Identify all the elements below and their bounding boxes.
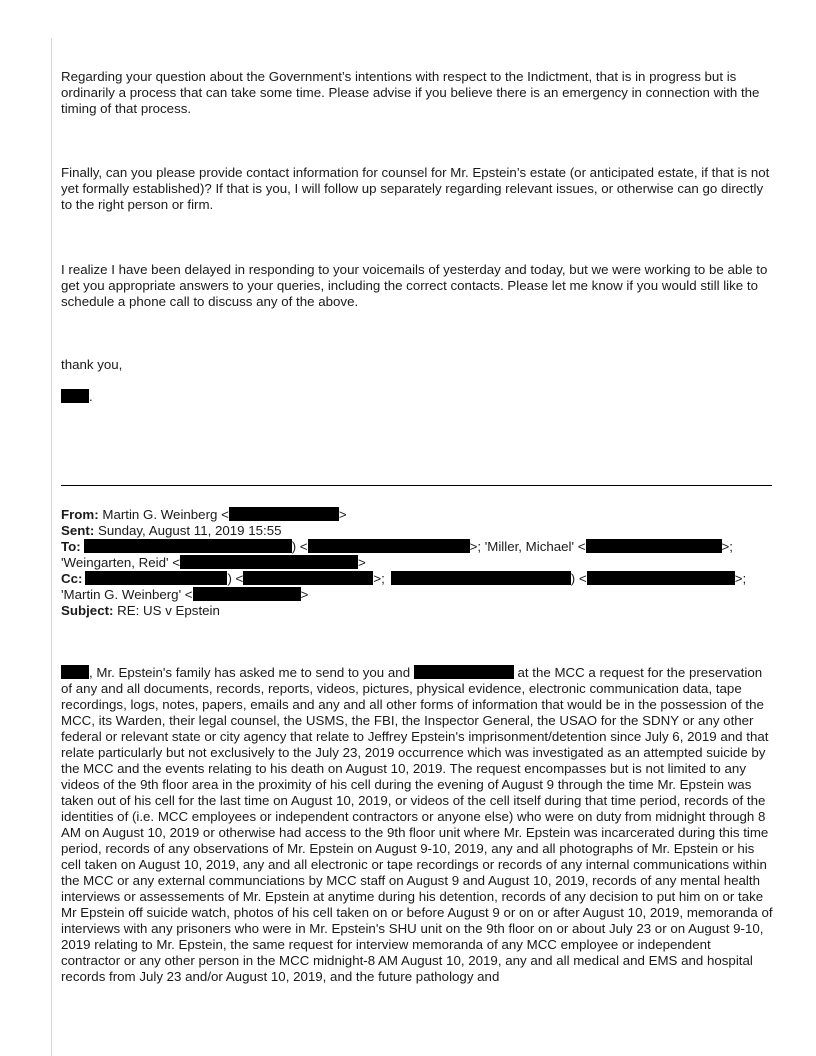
cc-separator-2: >; xyxy=(373,571,385,586)
from-close: > xyxy=(338,507,347,522)
redaction-block xyxy=(587,571,735,585)
paragraph-estate-counsel: Finally, can you please provide contact information for counsel for Mr. Epstein’s estate (or anticipated estate, if that is not yet formally established)? If that is you, I will follow up separately regarding relevant issues, or otherwise can go directly to the right person or firm. xyxy=(61,165,770,212)
to-recipient-miller: >; 'Miller, Michael' < xyxy=(469,539,586,554)
redaction-block xyxy=(61,389,89,403)
cc-label: Cc: xyxy=(61,571,83,586)
sent-row xyxy=(61,523,282,539)
to-line2-end: > xyxy=(358,555,366,570)
redaction-block xyxy=(586,539,722,553)
paragraph-indictment: Regarding your question about the Government’s intentions with respect to the Indictment, that is in progress but is ordinarily a process that can take some time. Please advise if you believe there is an emergency in connection with the timing of that process. xyxy=(61,69,760,116)
signature-line xyxy=(61,389,773,405)
subject-label: Subject: xyxy=(61,603,114,618)
redaction-block xyxy=(308,539,470,553)
to-separator: ) < xyxy=(291,539,308,554)
body-main: preservation of any and all documents, records, reports, videos, pictures, physical evidence, electronic communication data, tape recordings, logs, notes, papers, emails and any and all other forms of information that would be in the possession of the MCC, its Warden, their legal counsel, the USMS, the FBI, the Inspector General, the USAO for the SDNY or any other federal or relevant state or city agency that relate to Jeffrey Epstein's imprisonment/detention since July 6, 2019 and that relate particularly but not exclusively to the July 23, 2019 occurrence which was investigated as an attempted suicide by the MCC and the events relating to his death on August 10, 2019. The request encompasses but is not limited to any videos of the 9th floor area in the proximity of his cell during the evening of August 9 through the time Mr. Epstein was taken out of his cell for the last time on August 10, 2019, or videos of the cell itself during that time period, records of the identities of (i.e. MCC employees or independent contractors or anyone else) who were on duty from midnight through 8 AM on August 10, 2019 or otherwise had access to the 9th floor unit where Mr. Epstein was incarcerated during this time period, records of any observations of Mr. Epstein on August 9-10, 2019, any and all photographs of Mr. Epstein or his cell taken on August 10, 2019, any and all electronic or tape recordings or records of any internal communications within the MCC or any external communciations by MCC staff on August 9 and August 10, 2019, records of any mental health interviews or assessements of Mr. Epstein at anytime during his detention, records of any decision to put him on or take Mr Epstein off suicide watch, photos of his cell taken on or before August 9 or on or after August 10, 2019, memoranda of interviews with any prisoners who were in Mr. Epstein's SHU unit on the 9th floor on or about July 23 or on August 9-10, 2019 relating to Mr. Epstein, the same request for interview memoranda of any MCC employee or independent contractor or any other person in the MCC midnight-8 AM August 10, 2019, any and all medical and EMS and hospital records from July 23 and/or August 10, 2019, and the future pathology and xyxy=(61,665,773,984)
from-name: Martin G. Weinberg < xyxy=(98,507,229,522)
cc-end: >; xyxy=(734,571,747,586)
redaction-block xyxy=(85,571,227,585)
email-header xyxy=(61,507,773,619)
email-body xyxy=(61,665,773,985)
cc-separator-3: ) < xyxy=(570,571,587,586)
left-margin-rule xyxy=(51,38,52,1056)
cc-row xyxy=(61,571,746,587)
to-row-2 xyxy=(61,555,366,571)
body-at-mcc: at the MCC a request for the xyxy=(513,665,686,680)
redaction-block xyxy=(243,571,373,585)
to-row xyxy=(61,539,733,555)
sent-value: Sunday, August 11, 2019 15:55 xyxy=(94,523,282,538)
closing-line: thank you, xyxy=(61,357,123,372)
redaction-block xyxy=(229,507,339,521)
signature-suffix: . xyxy=(89,389,93,404)
redaction-block xyxy=(414,665,514,679)
from-label: From: xyxy=(61,507,99,522)
redaction-block xyxy=(391,571,571,585)
body-intro: , Mr. Epstein's family has asked me to send to you and xyxy=(89,665,414,680)
to-end: >; xyxy=(721,539,733,554)
sent-label: Sent: xyxy=(61,523,95,538)
cc-separator: ) < xyxy=(227,571,244,586)
from-row xyxy=(61,507,347,523)
cc-recipient-weinberg: 'Martin G. Weinberg' < xyxy=(61,587,193,602)
redaction-block xyxy=(84,539,292,553)
subject-value: RE: US v Epstein xyxy=(113,603,220,618)
redaction-block xyxy=(193,587,301,601)
subject-row xyxy=(61,603,220,619)
cc-row-2 xyxy=(61,587,308,603)
to-label: To: xyxy=(61,539,81,554)
redaction-block xyxy=(180,555,358,569)
redaction-block xyxy=(61,665,89,679)
email-divider xyxy=(61,485,772,486)
cc-line2-end: > xyxy=(300,587,309,602)
paragraph-delay: I realize I have been delayed in responding to your voicemails of yesterday and today, but we were working to be able to get you appropriate answers to your queries, including the correct contacts. Please let me know if you would still like to schedule a phone call to discuss any of the above. xyxy=(61,262,768,309)
to-recipient-weingarten: 'Weingarten, Reid' < xyxy=(61,555,181,570)
